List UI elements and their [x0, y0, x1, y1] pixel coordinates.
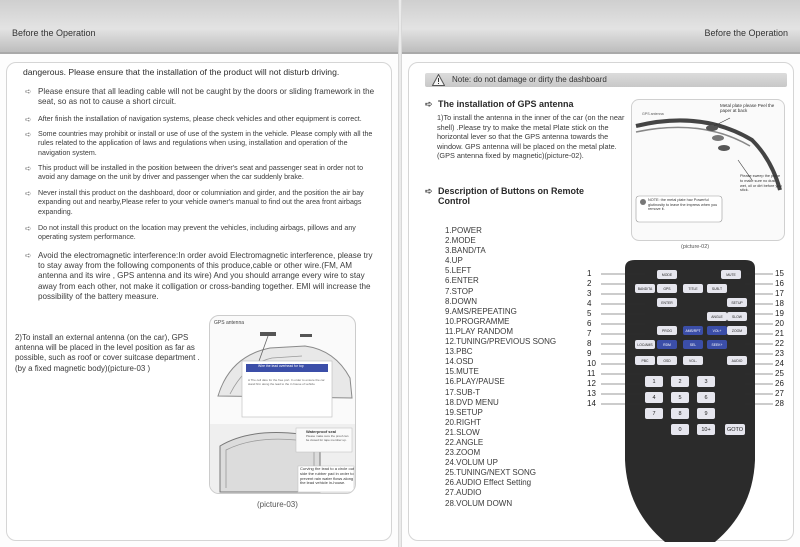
callout-number: 13 [587, 389, 596, 398]
list-item: 23.ZOOM [445, 448, 481, 458]
remote-key-vol_up[interactable] [707, 326, 727, 335]
svg-text:3: 3 [704, 379, 708, 386]
fig02-gps-label: GPS antenna [642, 112, 664, 116]
list-item: 16.PLAY/PAUSE [445, 377, 505, 387]
remote-key-angle[interactable] [707, 312, 727, 321]
remote-key-title[interactable] [683, 284, 703, 293]
remote-key-n9[interactable] [697, 408, 715, 419]
left-body [6, 62, 392, 541]
remote-control-figure [585, 260, 795, 546]
svg-text:GOTO: GOTO [726, 427, 744, 434]
list-item: 17.SUB-T [445, 387, 481, 397]
gps-section-title: ➪ The installation of GPS antenna [425, 99, 574, 109]
note-bar [425, 73, 787, 87]
remote-key-loc[interactable] [635, 340, 655, 349]
callout-number: 1 [587, 269, 592, 278]
remote-key-n1[interactable] [645, 376, 663, 387]
remote-key-pbc[interactable] [635, 356, 655, 365]
svg-text:SEL: SEL [689, 343, 697, 348]
list-item: 8.DOWN [445, 296, 477, 306]
remote-key-osd[interactable] [657, 356, 677, 365]
remote-key-mute[interactable] [721, 270, 741, 279]
list-item: 9.AMS/REPEATING [445, 306, 517, 316]
arrow-icon: ➪ [425, 99, 433, 109]
remote-key-n0[interactable] [671, 424, 689, 435]
fig03-wire-label: Wire the lead overhead for top [258, 364, 304, 368]
list-item: 14.OSD [445, 357, 474, 367]
svg-text:ANGLE: ANGLE [711, 315, 723, 320]
list-item: 24.VOLUM UP [445, 458, 498, 468]
fig03-small-label: A The cell dare for the free port. In order to ensure the car stand firm along the lead to the in house of vehicle [248, 378, 325, 386]
bullet-item: ➪ This product will be installed in the position between the driver's seat and passenger seat in order not to avoid any damage on the unit by driver and passenger when the car suddenly brake. [25, 164, 364, 182]
list-item: 10.PROGRAMME [445, 316, 510, 326]
remote-key-n6[interactable] [697, 392, 715, 403]
svg-text:4: 4 [652, 395, 656, 402]
install-external-text: 2)To install an external antenna (on the car), GPS antenna will be placed in the level position as far as possible, such as roof or cover suitcase department . (by a fixed magnetic body)(picture-03 ) [15, 333, 200, 373]
svg-text:9: 9 [704, 411, 708, 418]
arrow-icon: ➪ [25, 164, 32, 173]
bullet-item: ➪ Please ensure that all leading cable will not be caught by the doors or sliding framework in the seat, so as not to cause a short circuit. [25, 87, 375, 107]
callout-number: 22 [775, 339, 784, 348]
gps-install-text: 1)To install the antenna in the inner of the car (on the near shell) .Please try to make the metal Plate stick on the horizontal lever so that the GPS antenna towards the window. GPS antenna will be placed on the metal plate. (GPS antenna fixed by magnetic)(picture-02). [437, 113, 625, 160]
remote-key-seek[interactable] [707, 340, 727, 349]
svg-text:1: 1 [652, 379, 656, 386]
callout-number: 3 [587, 289, 592, 298]
right-header-title: Before the Operation [704, 28, 788, 38]
fig03-curve-label: Curving the lead to a circle out side the rubber pad in order to prevent rain water flows along the lead vehicle in-house. [300, 466, 355, 486]
warning-icon [432, 74, 445, 86]
svg-text:VOL+: VOL+ [712, 329, 722, 334]
list-item: 19.SETUP [445, 407, 483, 417]
list-item: 13.PBC [445, 347, 473, 357]
list-item: 25.TUNING/NEXT SONG [445, 468, 536, 478]
svg-text:VOL-: VOL- [689, 359, 697, 364]
fig02-sweep-label: Please sweep the place to make sure no dust, wet, oil or dirt before you stick. [740, 174, 782, 193]
remote-key-amst[interactable] [683, 326, 703, 335]
callout-number: 21 [775, 329, 784, 338]
remote-key-enter[interactable] [657, 298, 677, 307]
bullet-item: ➪ Never install this product on the dashboard, door or columniation and girder, and the position the air bay expanding out and nearby,Please refer to your vehicle owner's manual to find out the area front airbags expanding. [25, 189, 364, 216]
svg-text:8: 8 [678, 411, 682, 418]
arrow-icon: ➪ [25, 224, 32, 233]
list-item: 26.AUDIO Effect Setting [445, 478, 532, 488]
fig03-water-sub-label: Please make sure the proof can be closed for tape member up. [306, 434, 349, 442]
list-item: 15.MUTE [445, 367, 479, 377]
buttons-section-title: ➪ Description of Buttons on Remote [425, 186, 584, 196]
arrow-icon: ➪ [25, 87, 32, 96]
fig02-metal-label: Metal plate please Peel the paper at back [720, 103, 775, 114]
list-item: 7.STOP [445, 286, 474, 296]
svg-text:2: 2 [678, 379, 682, 386]
remote-key-n7[interactable] [645, 408, 663, 419]
remote-key-n10[interactable] [697, 424, 715, 435]
list-item: 5.LEFT [445, 266, 472, 276]
lead-text: dangerous. Please ensure that the installation of the product will not disturb driving. [23, 67, 340, 77]
callout-number: 24 [775, 359, 784, 368]
svg-text:OSD: OSD [663, 359, 671, 364]
callout-number: 2 [587, 279, 592, 288]
callout-number: 20 [775, 319, 784, 328]
left-header [0, 0, 398, 54]
callout-number: 11 [587, 369, 596, 378]
right-page [402, 0, 800, 547]
right-header [402, 0, 800, 54]
figure-02 [631, 99, 785, 241]
svg-text:LOC/AMS: LOC/AMS [637, 343, 653, 348]
remote-key-vol_down[interactable] [683, 356, 703, 365]
svg-text:SUB-T: SUB-T [711, 287, 723, 292]
callout-number: 14 [587, 399, 596, 408]
remote-key-zoom[interactable] [727, 326, 747, 335]
callout-number: 25 [775, 369, 784, 378]
left-page [0, 0, 398, 547]
fig03-gps-label: GPS antenna [214, 320, 245, 326]
bullet-item: ➪ Do not install this product on the location may prevent the vehicles, including airbags, pillows and any operating system performance. [25, 224, 356, 242]
remote-key-band[interactable] [635, 284, 655, 293]
remote-key-sel[interactable] [683, 340, 703, 349]
svg-text:7: 7 [652, 411, 656, 418]
callout-number: 15 [775, 269, 784, 278]
list-item: 6.ENTER [445, 276, 479, 286]
callout-number: 9 [587, 349, 592, 358]
callout-number: 23 [775, 349, 784, 358]
caption-picture-03: (picture-03) [257, 500, 298, 509]
arrow-icon: ➪ [25, 115, 32, 124]
list-item: 28.VOLUM DOWN [445, 498, 513, 508]
list-item: 20.RIGHT [445, 417, 482, 427]
remote-key-slow[interactable] [727, 312, 747, 321]
list-item: 22.ANGLE [445, 437, 484, 447]
svg-text:MODE: MODE [661, 273, 673, 278]
remote-key-audio[interactable] [727, 356, 747, 365]
antenna-dashboard-illustration [632, 100, 784, 240]
callout-number: 5 [587, 309, 592, 318]
buttons-section-title-line2: Control [438, 196, 470, 206]
remote-key-n5[interactable] [671, 392, 689, 403]
callout-number: 8 [587, 339, 592, 348]
remote-key-prog[interactable] [657, 326, 677, 335]
list-item: 12.TUNING/PREVIOUS SONG [445, 337, 557, 347]
list-item: 21.SLOW [445, 427, 480, 437]
arrow-icon: ➪ [425, 186, 433, 196]
remote-key-goto[interactable] [725, 424, 745, 435]
bullet-item: ➪ After finish the installation of navigation systems, please check vehicles and other equipment is correct. [25, 115, 362, 124]
svg-text:SEEK+: SEEK+ [711, 343, 723, 348]
list-item: 4.UP [445, 256, 463, 266]
note-text: Note: do not damage or dirty the dashboard [452, 75, 607, 84]
caption-picture-02: (picture-02) [681, 244, 710, 250]
list-item: 11.PLAY RANDOM [445, 326, 514, 336]
bullet-item: ➪ Some countries may prohibit or install or use of use of the system in the vehicle. Please comply with all the rules related to the application of laws and regulations when using, installation and operation of the navigation system. [25, 130, 373, 157]
remote-key-n8[interactable] [671, 408, 689, 419]
remote-key-n2[interactable] [671, 376, 689, 387]
svg-text:0: 0 [678, 427, 682, 434]
list-item: 27.AUDIO [445, 488, 482, 498]
callout-number: 16 [775, 279, 784, 288]
callout-number: 10 [587, 359, 596, 368]
bullet-item: ➪ Avoid the electromagnetic interference:In order avoid Electromagnetic interference, please try to stay away from the following components of this produce,cable or other wire.(FM, AM antenna and its wire , GPS antenna and its wire) And you should arrange every wire to stay away from each other, not make it colligation or cross-banding together. EMI will increase the possibility of the battery measure. [25, 251, 373, 301]
remote-key-n4[interactable] [645, 392, 663, 403]
svg-text:PROG: PROG [662, 329, 672, 334]
svg-text:ENTER: ENTER [661, 301, 673, 306]
remote-key-setup[interactable] [727, 298, 747, 307]
list-item: 18.DVD MENU [445, 397, 499, 407]
svg-text:MUTE: MUTE [726, 273, 736, 278]
callout-number: 28 [775, 399, 784, 408]
list-item: 1.POWER [445, 226, 482, 235]
arrow-icon: ➪ [25, 130, 32, 139]
svg-text:GPS: GPS [663, 287, 671, 292]
buttons-list [445, 226, 556, 509]
remote-key-gps[interactable] [657, 284, 677, 293]
remote-key-subt[interactable] [707, 284, 727, 293]
callout-number: 27 [775, 389, 784, 398]
svg-text:TITLE: TITLE [688, 287, 698, 292]
svg-text:SLOW: SLOW [732, 315, 742, 320]
svg-text:BAND/TA: BAND/TA [637, 287, 653, 292]
arrow-icon: ➪ [25, 251, 32, 260]
callout-number: 12 [587, 379, 596, 388]
remote-key-rdm[interactable] [657, 340, 677, 349]
svg-text:5: 5 [678, 395, 682, 402]
svg-text:SETUP: SETUP [731, 301, 743, 306]
svg-text:ZOOM: ZOOM [731, 329, 743, 334]
svg-text:AUDIO: AUDIO [731, 359, 743, 364]
callout-number: 26 [775, 379, 784, 388]
callout-number: 4 [587, 299, 592, 308]
callout-number: 18 [775, 299, 784, 308]
svg-text:RDM: RDM [663, 343, 671, 348]
callout-number: 7 [587, 329, 592, 338]
list-item: 2.MODE [445, 236, 476, 246]
svg-text:AMS/RPT: AMS/RPT [685, 329, 701, 334]
callout-number: 17 [775, 289, 784, 298]
list-item: 3.BAND/TA [445, 246, 486, 256]
right-body [408, 62, 794, 541]
arrow-icon: ➪ [25, 189, 32, 198]
remote-key-mode[interactable] [657, 270, 677, 279]
figure-03 [209, 315, 356, 494]
callout-number: 6 [587, 319, 592, 328]
left-header-title: Before the Operation [12, 28, 96, 38]
fig02-note-label: NOTE: the metal plate hav Powerful glutinosity to leave the impress when you remove it. [648, 198, 718, 212]
svg-text:PBC: PBC [641, 359, 649, 364]
remote-control-svg [585, 260, 795, 546]
fig03-water-label: Waterproof seal [306, 429, 337, 434]
svg-text:6: 6 [704, 395, 708, 402]
svg-text:10+: 10+ [701, 427, 711, 434]
callout-number: 19 [775, 309, 784, 318]
remote-key-n3[interactable] [697, 376, 715, 387]
